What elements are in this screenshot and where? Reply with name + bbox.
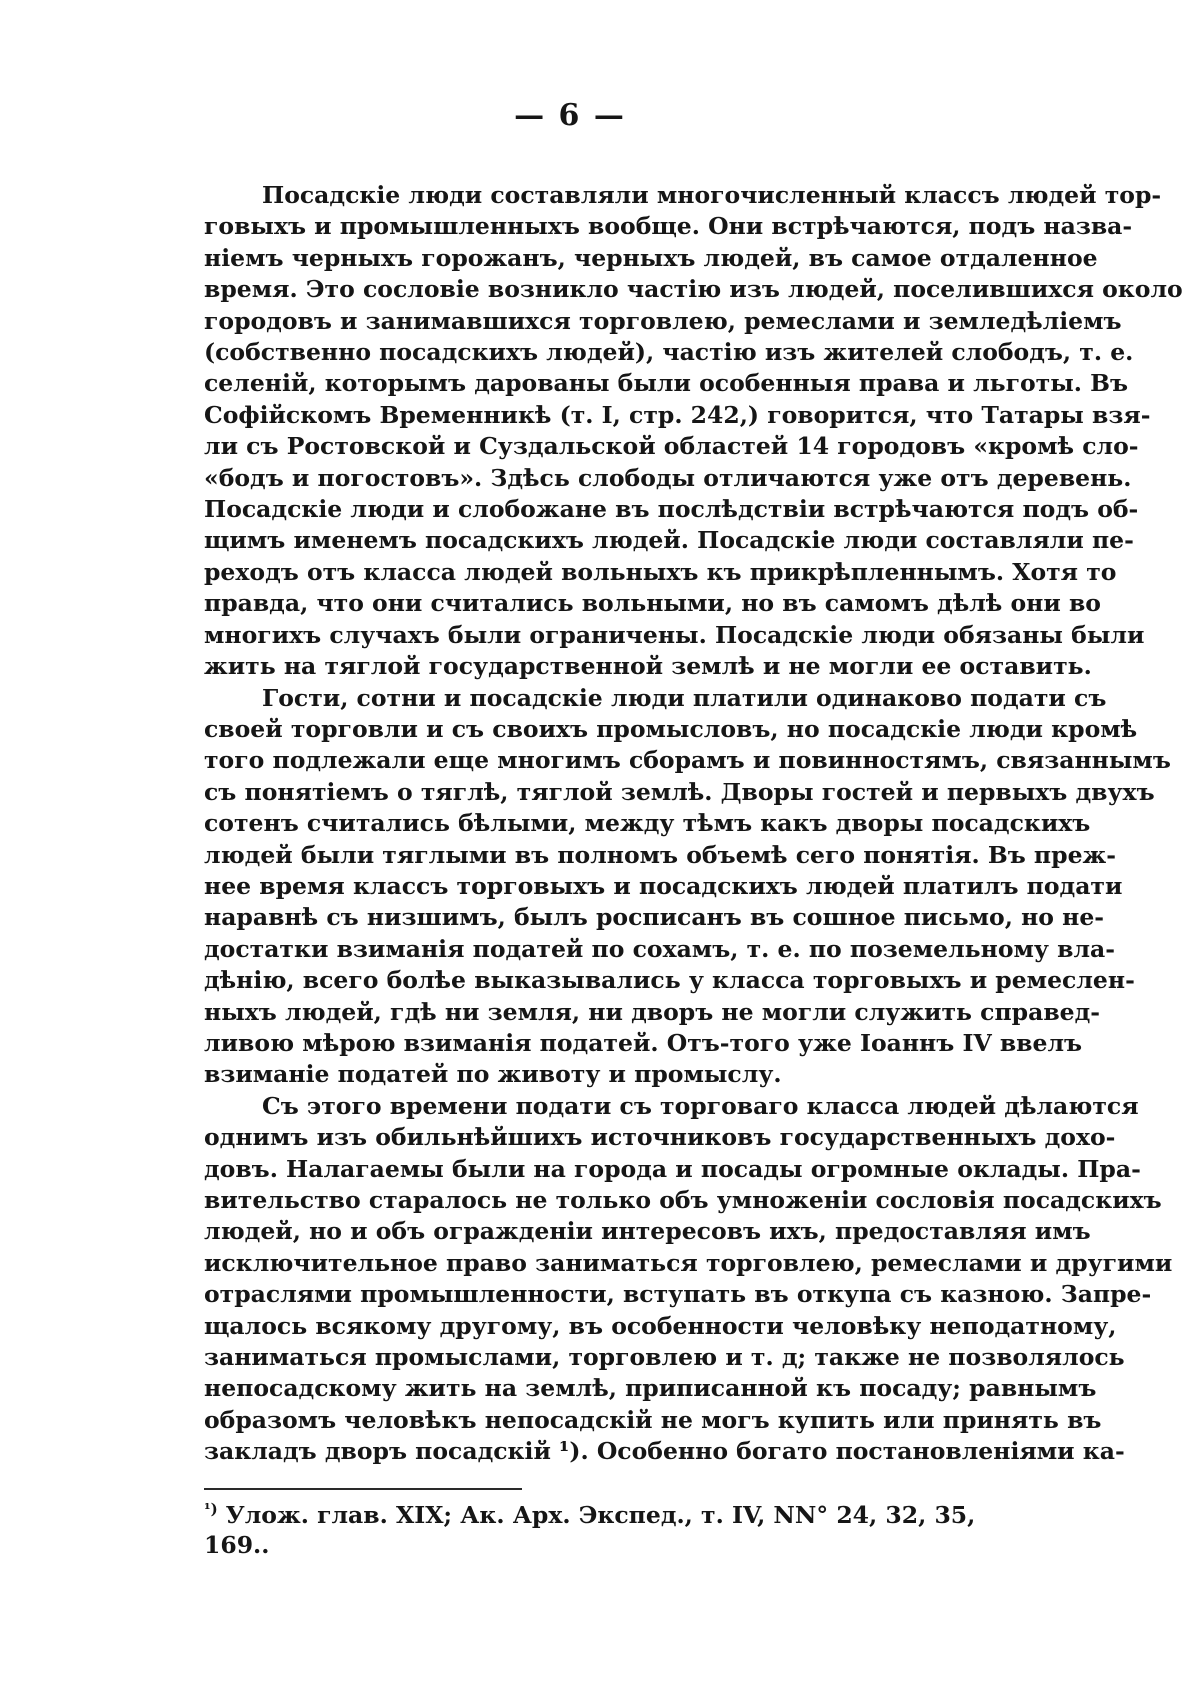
- text-line: взиманіе податей по животу и промыслу.: [204, 1060, 782, 1089]
- text-line: ли съ Ростовской и Суздальской областей 14 городовъ «кромѣ сло-: [204, 432, 1139, 461]
- page-number: — 6 —: [514, 98, 626, 133]
- text-line: съ понятіемъ о тяглѣ, тяглой землѣ. Дворы гостей и первыхъ двухъ: [204, 777, 1155, 806]
- text-line: людей были тяглыми въ полномъ объемѣ сего понятія. Въ преж-: [204, 840, 1117, 869]
- body-text: [204, 180, 1183, 1468]
- footnote-rule: [204, 1488, 522, 1490]
- text-line: городовъ и занимавшихся торговлею, ремеслами и земледѣліемъ: [204, 306, 1122, 335]
- text-line: Гости, сотни и посадскіе люди платили одинаково подати съ: [262, 683, 1107, 712]
- text-line: отраслями промышленности, вступать въ откупа съ казною. Запре-: [204, 1280, 1152, 1309]
- footnote-text: Улож. глав. XIX; Ак. Арх. Экспед., т. IV, NN° 24, 32, 35, 169..: [204, 1500, 976, 1559]
- text-line: правда, что они считались вольными, но въ самомъ дѣлѣ они во: [204, 589, 1101, 618]
- text-line: говыхъ и промышленныхъ вообще. Они встрѣчаются, подъ назва-: [204, 212, 1133, 241]
- footnote: [204, 1494, 1012, 1560]
- text-line: Посадскіе люди и слобожане въ послѣдствіи встрѣчаются подъ об-: [204, 495, 1139, 524]
- text-line: нее время классъ торговыхъ и посадскихъ людей платилъ подати: [204, 871, 1123, 900]
- text-line: исключительное право заниматься торговлею, ремеслами и другими: [204, 1248, 1173, 1277]
- text-line: ливою мѣрою взиманія податей. Отъ-того уже Іоаннъ IV ввелъ: [204, 1028, 1083, 1057]
- text-line: щимъ именемъ посадскихъ людей. Посадскіе люди составляли пе-: [204, 526, 1134, 555]
- text-line: непосадскому жить на землѣ, приписанной къ посаду; равнымъ: [204, 1374, 1097, 1403]
- text-line: однимъ изъ обильнѣйшихъ источниковъ государственныхъ дохо-: [204, 1123, 1116, 1152]
- text-line: закладъ дворъ посадскій ¹). Особенно богато постановленіями ка-: [204, 1437, 1125, 1466]
- text-line: достатки взиманія податей по сохамъ, т. е. по поземельному вла-: [204, 934, 1116, 963]
- text-line: Съ этого времени подати съ торговаго класса людей дѣлаются: [262, 1091, 1139, 1120]
- text-line: довъ. Налагаемы были на города и посады огромные оклады. Пра-: [204, 1154, 1141, 1183]
- text-line: ныхъ людей, гдѣ ни земля, ни дворъ не могли служить справед-: [204, 997, 1101, 1026]
- text-line: вительство старалось не только объ умноженіи сословія посадскихъ: [204, 1186, 1162, 1214]
- text-line: реходъ отъ класса людей вольныхъ къ прикрѣпленнымъ. Хотя то: [204, 557, 1117, 586]
- text-line: наравнѣ съ низшимъ, былъ росписанъ въ сошное письмо, но не-: [204, 903, 1105, 932]
- text-line: Софійскомъ Временникѣ (т. I, стр. 242,) говорится, что Татары взя-: [204, 400, 1151, 429]
- text-line: дѣнію, всего болѣе выказывались у класса торговыхъ и ремеслен-: [204, 966, 1135, 995]
- footnote-mark: ¹): [204, 1500, 218, 1518]
- text-line: того подлежали еще многимъ сборамъ и повинностямъ, связаннымъ: [204, 746, 1171, 775]
- text-line: заниматься промыслами, торговлею и т. д; также не позволялось: [204, 1343, 1125, 1372]
- text-line: многихъ случахъ были ограничены. Посадскіе люди обязаны были: [204, 620, 1145, 649]
- text-line: (собственно посадскихъ людей), частію изъ жителей слободъ, т. е.: [204, 338, 1134, 367]
- text-line: людей, но и объ огражденіи интересовъ ихъ, предоставляя имъ: [204, 1217, 1091, 1246]
- text-line: жить на тяглой государственной землѣ и не могли ее оставить.: [204, 652, 1092, 681]
- text-line: селеній, которымъ дарованы были особенныя права и льготы. Въ: [204, 369, 1129, 398]
- text-line: «бодъ и погостовъ». Здѣсь слободы отличаются уже отъ деревень.: [204, 463, 1132, 492]
- text-line: сотенъ считались бѣлыми, между тѣмъ какъ дворы посадскихъ: [204, 809, 1091, 838]
- text-line: щалось всякому другому, въ особенности человѣку неподатному,: [204, 1311, 1117, 1340]
- text-line: ніемъ черныхъ горожанъ, черныхъ людей, въ самое отдаленное: [204, 243, 1098, 272]
- text-line: своей торговли и съ своихъ промысловъ, но посадскіе люди кромѣ: [204, 714, 1138, 743]
- text-line: образомъ человѣкъ непосадскій не могъ купить или принять въ: [204, 1405, 1102, 1434]
- text-line: Посадскіе люди составляли многочисленный классъ людей тор-: [262, 181, 1162, 209]
- text-line: время. Это сословіе возникло частію изъ людей, поселившихся около: [204, 275, 1183, 304]
